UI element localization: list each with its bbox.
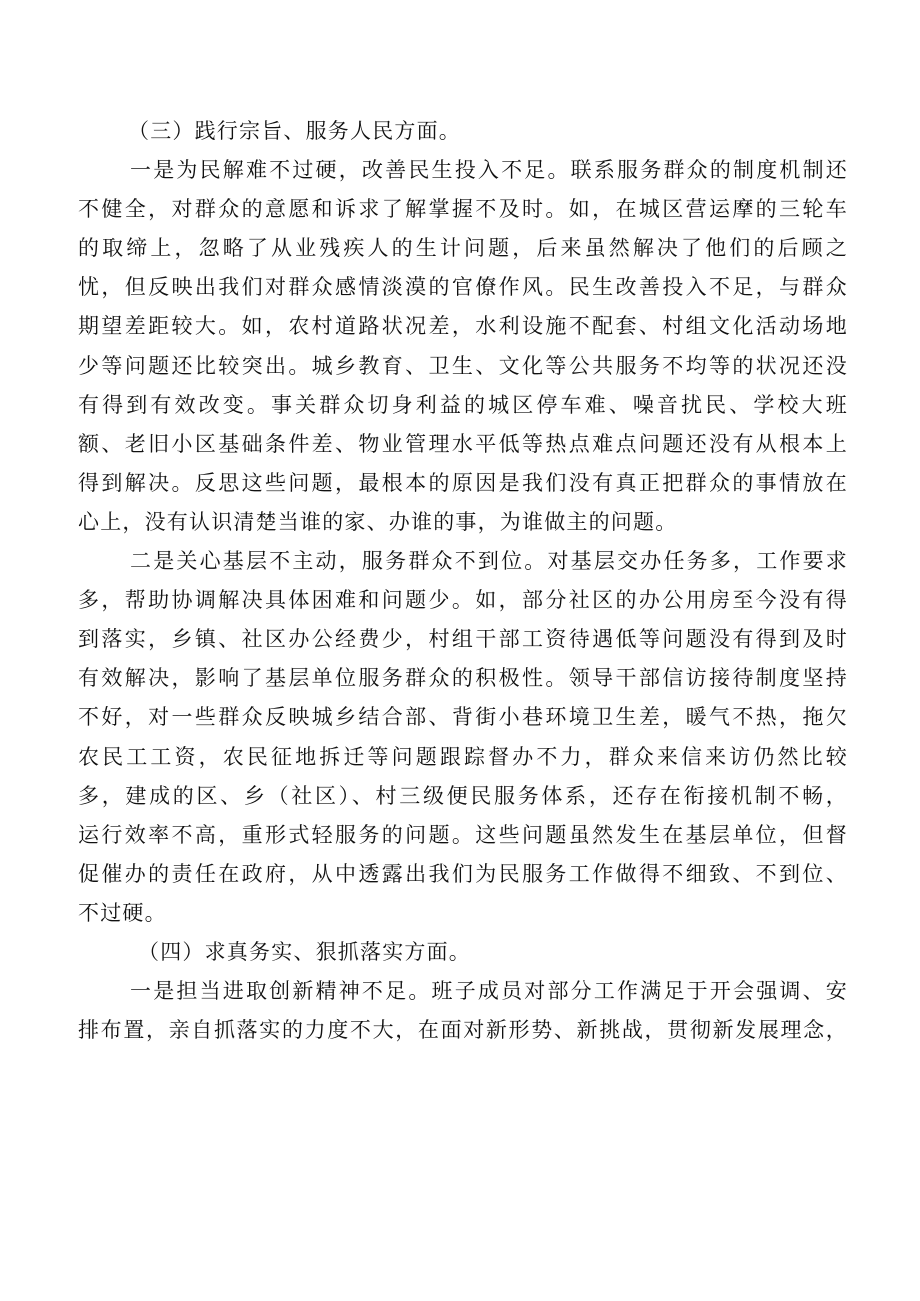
paragraph-line: 忧，但反映出我们对群众感情淡漠的官僚作风。民生改善投入不足，与群众 bbox=[78, 275, 848, 300]
paragraph-line: 不好，对一些群众反映城乡结合部、背街小巷环境卫生差，暖气不热，拖欠 bbox=[78, 705, 848, 730]
paragraph-line: 额、老旧小区基础条件差、物业管理水平低等热点难点问题还没有从根本上 bbox=[78, 431, 848, 456]
paragraph-line: 多，建成的区、乡（社区）、村三级便民服务体系，还存在衔接机制不畅， bbox=[78, 783, 848, 808]
paragraph-line: 的取缔上，忽略了从业残疾人的生计问题，后来虽然解决了他们的后顾之 bbox=[78, 236, 848, 261]
paragraph-line: 一是为民解难不过硬，改善民生投入不足。联系服务群众的制度机制还 bbox=[130, 158, 848, 183]
paragraph-line: 一是担当进取创新精神不足。班子成员对部分工作满足于开会强调、安 bbox=[130, 979, 848, 1004]
paragraph-line: 得到解决。反思这些问题，最根本的原因是我们没有真正把群众的事情放在 bbox=[78, 470, 848, 495]
paragraph-line: 促催办的责任在政府，从中透露出我们为民服务工作做得不细致、不到位、 bbox=[78, 861, 848, 886]
paragraph-line: 不过硬。 bbox=[78, 900, 167, 925]
paragraph-3 bbox=[78, 972, 848, 1050]
paragraph-line: 不健全，对群众的意愿和诉求了解掌握不及时。如，在城区营运摩的三轮车 bbox=[78, 197, 848, 222]
section-heading-4: （四）求真务实、狠抓落实方面。 bbox=[138, 939, 471, 964]
paragraph-line: 排布置，亲自抓落实的力度不大，在面对新形势、新挑战，贯彻新发展理念， bbox=[78, 1018, 848, 1043]
paragraph-line: 心上，没有认识清楚当谁的家、办谁的事，为谁做主的问题。 bbox=[78, 509, 678, 534]
paragraph-line: 二是关心基层不主动，服务群众不到位。对基层交办任务多，工作要求 bbox=[130, 549, 848, 574]
section-heading-3: （三）践行宗旨、服务人民方面。 bbox=[128, 119, 461, 143]
paragraph-line: 农民工工资，农民征地拆迁等问题跟踪督办不力，群众来信来访仍然比较 bbox=[78, 744, 848, 769]
document-body bbox=[78, 112, 848, 1050]
paragraph-line: 多，帮助协调解决具体困难和问题少。如，部分社区的办公用房至今没有得 bbox=[78, 588, 848, 613]
paragraph-1 bbox=[78, 151, 848, 542]
paragraph-line: 到落实，乡镇、社区办公经费少，村组干部工资待遇低等问题没有得到及时 bbox=[78, 627, 848, 652]
paragraph-line: 期望差距较大。如，农村道路状况差，水利设施不配套、村组文化活动场地 bbox=[78, 314, 848, 339]
paragraph-2 bbox=[78, 542, 848, 933]
paragraph-line: 少等问题还比较突出。城乡教育、卫生、文化等公共服务不均等的状况还没 bbox=[78, 353, 848, 378]
paragraph-line: 运行效率不高，重形式轻服务的问题。这些问题虽然发生在基层单位，但督 bbox=[78, 822, 848, 847]
paragraph-line: 有得到有效改变。事关群众切身利益的城区停车难、噪音扰民、学校大班 bbox=[78, 392, 848, 417]
paragraph-line: 有效解决，影响了基层单位服务群众的积极性。领导干部信访接待制度坚持 bbox=[78, 666, 848, 691]
